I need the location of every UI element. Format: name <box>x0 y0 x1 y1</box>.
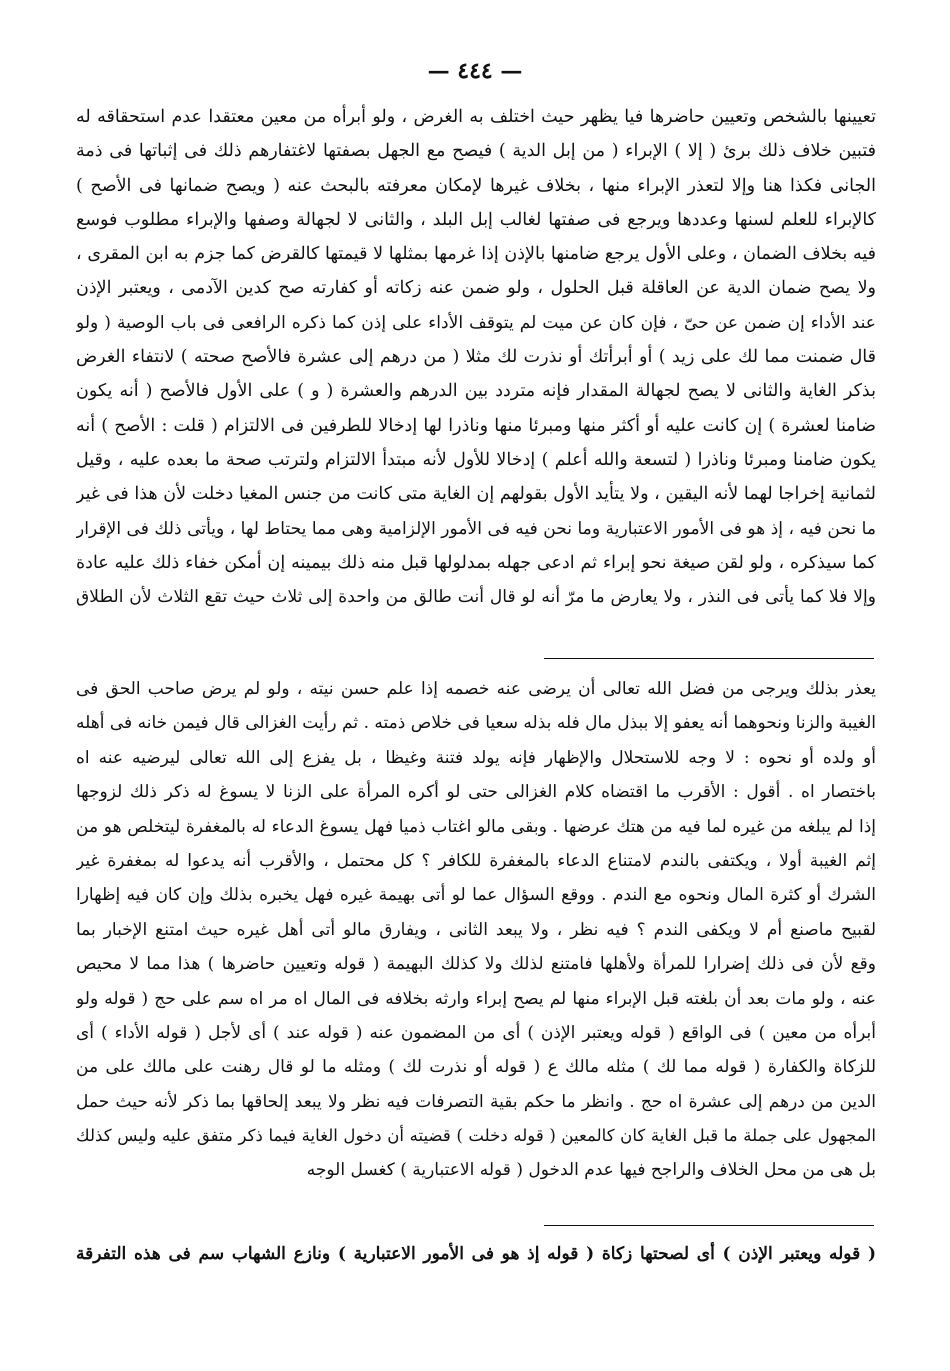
commentary-line: لقبيح ماصنع أم لا ويكفى الندم ؟ فيه نظر ، ولا يبعد الثانى ، ويفارق مالو أتى أهل غيره حيث امتنع الإخبار بما <box>76 919 876 940</box>
commentary-line: وقع لأن فى ذلك إضرارا للمرأة ولأهلها فامتنع لذلك ولا كذلك البهيمة ( قوله وتعيين حاضرها ) هذا مما لا محيص <box>76 954 876 975</box>
main-text-line: ضامنا لعشرة ) إن كانت عليه أو أكثر منها ومبرئا منها وناذرا لها إدخالا للطرفين فى الالتزام ( قلت : الأصح ) أنه <box>76 415 876 436</box>
commentary-line: إثم الغيبة أولا ، ويكتفى بالندم لامتناع الدعاء بالمغفرة للكافر ؟ كل محتمل ، والأقرب أنه يدعوا له بمغفرة غير <box>76 850 876 871</box>
main-text-line: وإلا فلا كما يأتى فى النذر ، ولا يعارض ما مرّ أنه لو قال أنت طالق من واحدة إلى ثلاث حيث تقع الثلاث لأن الطلاق <box>76 587 876 608</box>
second-commentary-line: ( قوله ويعتبر الإذن ) أى لصحتها زكاة ( قوله إذ هو فى الأمور الاعتبارية ) ونازع الشهاب سم فى هذه التفرقة <box>76 1244 876 1264</box>
commentary-line: المجهول على جملة ما قبل الغاية كان كالمعين ( قوله دخلت ) قضيته أن دخول الغاية فيما ذكر متفق عليه وليس كذلك <box>76 1126 876 1146</box>
commentary-line: الدين من درهم إلى عشرة اه حج . وانظر ما حكم بقية التصرفات فيه نظر ولا يبعد إلحاقها بما ذكر لأنه حيث حمل <box>76 1091 876 1112</box>
main-text-line: يكون ضامنا ومبرئا وناذرا ( لتسعة والله أعلم ) إدخالا للأول لأنه مبتدأ الالتزام ولترتب صحة ما بعده عليه ، وقيل <box>76 449 876 470</box>
main-text <box>76 100 876 614</box>
commentary-line: يعذر بذلك ويرجى من فضل الله تعالى أن يرضى عنه خصمه إذا علم حسن نيته ، ولو لم يرض صاحب الحق فى <box>76 679 876 699</box>
main-text-line: كالإبراء للعلم لسنها وعددها ويرجع فى صفتها لغالب إبل البلد ، والثانى لا لجهالة وصفها والإبراء مطلوب فوسع <box>76 209 876 230</box>
main-text-line: لثمانية إخراجا لهما لأنه اليقين ، ولا يتأيد الأول بقولهم إن الغاية متى كانت من جنس المغيا دخلت لأن هذا فى غير <box>76 484 876 505</box>
commentary-line: الغيبة والزنا ونحوهما أنه يعفو إلا ببذل مال فله بذله سعيا فى خلاص ذمته . ثم رأيت الغزالى قال فيمن خانه فى أهله <box>76 713 876 734</box>
main-text-line: تعيينها بالشخص وتعيين حاضرها فيا يظهر حيث اختلف به الغرض ، ولو أبرأه من معين معتقدا عدم استحقاقه له <box>76 107 876 127</box>
second-commentary-text <box>76 1238 876 1270</box>
main-text-line: ولا يصح ضمان الدية عن العاقلة قبل الحلول ، ولو ضمن عنه زكاته أو كفارته صح كدين الآدمى ، ويعتبر الإذن <box>76 278 876 299</box>
main-text-line: كما سيذكره ، ولو لقن صيغة نحو إبراء ثم ادعى جهله بمدلولها قبل منه ذلك بيمينه إن أمكن خفاء ذلك عليه عادة <box>76 552 876 573</box>
commentary-line: أبرأه من معين ) فى الواقع ( قوله ويعتبر الإذن ) أى من المضمون عنه ( قوله عند ) أى لأجل ( قوله الأداء ) أى <box>76 1022 876 1043</box>
page-number: — ٤٤٤ — <box>427 58 523 84</box>
main-text-line: الجانى فكذا هنا وإلا لتعذر الإبراء منها ، بخلاف غيرها لإمكان معرفته بالبحث عنه ( ويصح ضمانها فى الأصح ) <box>76 175 876 196</box>
section-divider <box>544 1225 874 1226</box>
commentary-line: باختصار اه . أقول : الأقرب ما اقتضاه كلام الغزالى حتى لو أكره المرأة على الزنا لا يسوغ له ذكر ذلك لزوجها <box>76 782 876 803</box>
main-text-line: فتبين خلاف ذلك برئ ( إلا ) الإبراء ( من إبل الدية ) فيصح مع الجهل بصفتها لاغتفارهم ذلك فى إثباتها فى ذمة <box>76 141 876 162</box>
main-text-line: قال ضمنت مما لك على زيد ) أو أبرأتك أو نذرت لك مثلا ( من درهم إلى عشرة فالأصح صحته ) لانتفاء الغرض <box>76 347 876 368</box>
commentary-line: للزكاة والكفارة ( قوله مما لك ) مثله مالك ع ( قوله أو نذرت لك ) ومثله ما لو قال رهنت على مالك على من <box>76 1057 876 1078</box>
main-text-line: بذكر الغاية والثانى لا يصح لجهالة المقدار فإنه متردد بين الدرهم والعشرة ( و ) على الأول فالأصح ( أنه يكون <box>76 381 876 402</box>
main-text-line: فيه بخلاف الضمان ، وعلى الأول يرجع ضامنها بالإذن إذا غرمها بمثلها لا قيمتها كالقرض كما جزم به ابن المقرى ، <box>76 244 876 265</box>
commentary-line: الشرك أو كثرة المال ونحوه مع الندم . ووقع السؤال عما لو أتى بهيمة غيره فهل يخبره بذلك وإن كان فيه إظهارا <box>76 885 876 906</box>
commentary-line: عنه ، ولو مات بعد أن بلغته قبل الإبراء منها لم يصح إبراء وارثه بخلافه فى المال اه مر اه سم على حج ( قوله ولو <box>76 988 876 1009</box>
main-text-line: عند الأداء إن ضمن عن حىّ ، فإن كان عن ميت لم يتوقف الأداء على إذن كما ذكره الرافعى فى باب الوصية ( ولو <box>76 312 876 333</box>
commentary-text <box>76 672 876 1188</box>
commentary-line: بل هى من محل الخلاف والراجح فيها عدم الدخول ( قوله الاعتبارية ) كغسل الوجه <box>306 1160 876 1181</box>
section-divider <box>544 658 874 659</box>
commentary-line: إذا لم يبلغه من غيره لما فيه من هتك عرضها . وبقى مالو اغتاب ذميا فهل يسوغ الدعاء له بالمغفرة ليتخلص هو من <box>76 816 876 837</box>
commentary-line: أو ولده أو نحوه : لا وجه للاستحلال والإظهار فإنه يولد فتنة وغيظا ، بل يفزع إلى الله تعالى ليرضيه عنه اه <box>76 747 876 768</box>
main-text-line: ما نحن فيه ، إذ هو فى الأمور الاعتبارية وما نحن فيه فى الأمور الإلزامية وهى مما يحتاط لها ، ويأتى ذلك فى الإقرار <box>76 518 876 539</box>
